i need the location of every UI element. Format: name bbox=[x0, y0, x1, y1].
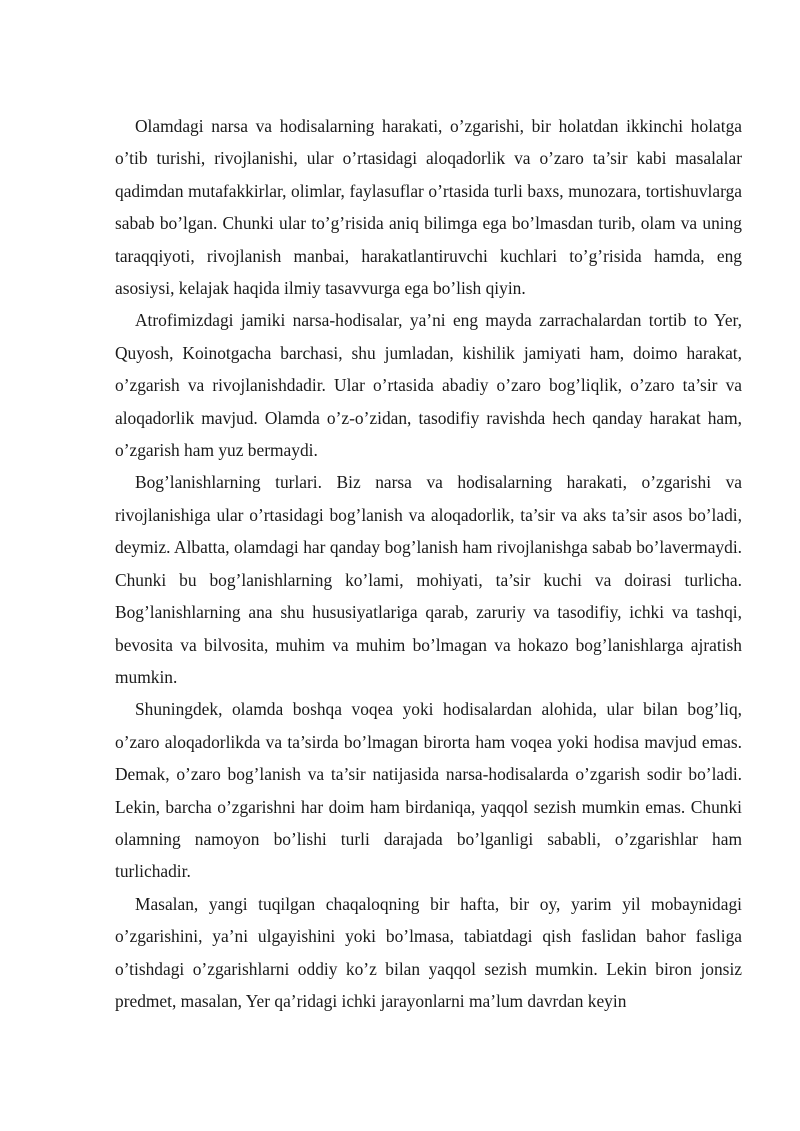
paragraph-3: Bog’lanishlarning turlari. Biz narsa va hodisalarning harakati, o’zgarishi va rivojlanishiga ular o’rtasidagi bog’lanish va aloqadorlik, ta’sir va aks ta’sir asos bo’ladi, deymiz. Albatta, olamdagi har qanday bog’lanish ham rivojlanishga sabab bo’lavermaydi. Chunki bu bog’lanishlarning ko’lami, mohiyati, ta’sir kuchi va doirasi turlicha. Bog’lanishlarning ana shu hususiyatlariga qarab, zaruriy va tasodifiy, ichki va tashqi, bevosita va bilvosita, muhim va muhim bo’lmagan va hokazo bog’lanishlarga ajratish mumkin. bbox=[115, 472, 742, 687]
paragraph-5: Masalan, yangi tuqilgan chaqaloqning bir hafta, bir oy, yarim yil mobaynidagi o’zgarishini, ya’ni ulgayishini yoki bo’lmasa, tabiatdagi qish faslidan bahor fasliga o’tishdagi o’zgarishlarni oddiy ko’z bilan yaqqol sezish mumkin. Lekin biron jonsiz predmet, masalan, Yer qa’ridagi ichki jarayonlarni ma’lum davrdan keyin bbox=[115, 893, 742, 1011]
paragraph-4: Shuningdek, olamda boshqa voqea yoki hodisalardan alohida, ular bilan bog’liq, o’zaro aloqadorlikda va ta’sirda bo’lmagan birorta ham voqea yoki hodisa mavjud emas. Demak, o’zaro bog’lanish va ta’sir natijasida narsa-hodisalarda o’zgarish sodir bo’ladi. Lekin, barcha o’zgarishni har doim ham birdaniqa, yaqqol sezish mumkin emas. Chunki olamning namoyon bo’lishi turli darajada bo’lganligi sababli, o’zgarishlar ham turlichadir. bbox=[115, 699, 742, 882]
paragraph-2: Atrofimizdagi jamiki narsa-hodisalar, ya’ni eng mayda zarrachalardan tortib to Yer, Quyosh, Koinotgacha barchasi, shu jumladan, kishilik jamiyati ham, doimo harakat, o’zgarish va rivojlanishdadir. Ular o’rtasida abadiy o’zaro bog’liqlik, o’zaro ta’sir va aloqadorlik mavjud. Olamda o’z-o’zidan, tasodifiy ravishda hech qanday harakat ham, o’zgarish ham yuz bermaydi. bbox=[115, 310, 742, 461]
document-page bbox=[115, 110, 742, 1017]
paragraph-1: Olamdagi narsa va hodisalarning harakati, o’zgarishi, bir holatdan ikkinchi holatga o’tib turishi, rivojlanishi, ular o’rtasidagi aloqadorlik va o’zaro ta’sir kabi masalalar qadimdan mutafakkirlar, olimlar, faylasuflar o’rtasida turli baxs, munozara, tortishuvlarga sabab bo’lgan. Chunki ular to’g’risida aniq bilimga ega bo’lmasdan turib, olam va uning taraqqiyoti, rivojlanish manbai, harakatlantiruvchi kuchlari to’g’risida hamda, eng asosiysi, kelajak haqida ilmiy tasavvurga ega bo’lish qiyin. bbox=[115, 116, 742, 299]
